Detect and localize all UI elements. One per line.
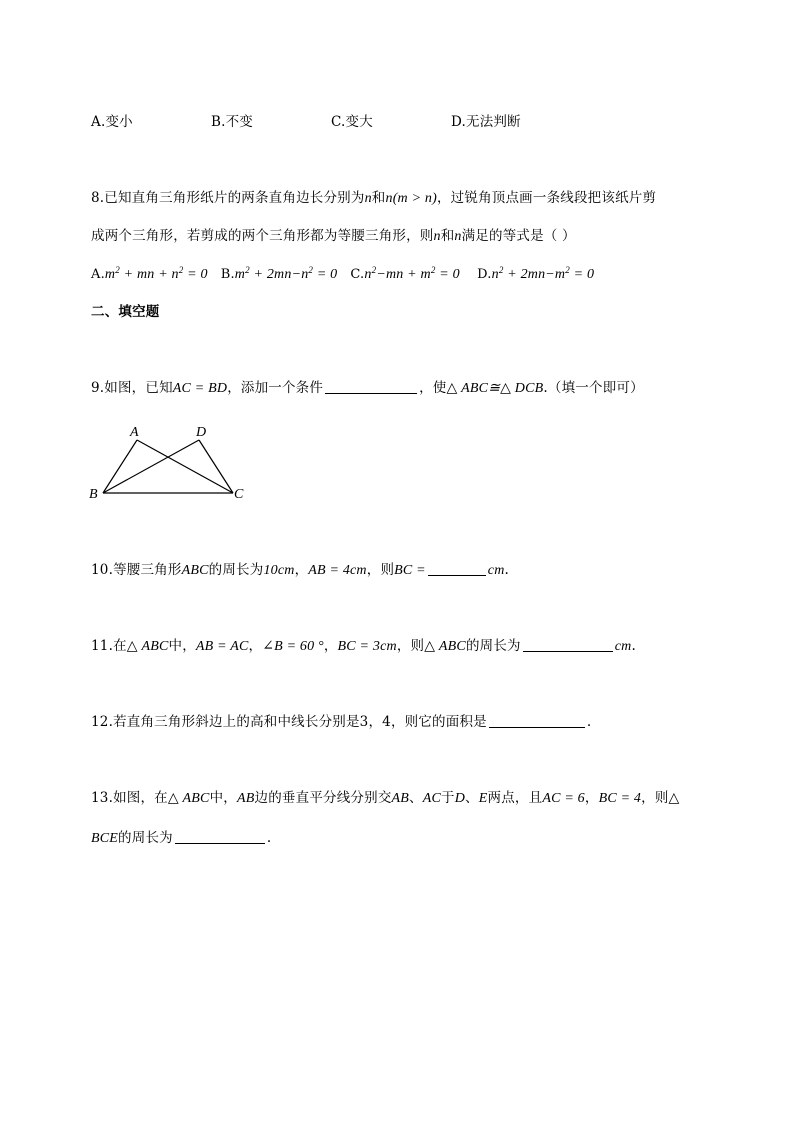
q8-line1: 8.已知直角三角形纸片的两条直角边长分别为n和n(m > n)，过锐角顶点画一条线段把该纸片剪 bbox=[91, 190, 657, 206]
q10-answer-blank[interactable] bbox=[428, 561, 486, 576]
q8-option-d: $D.n^2 + 2mn-m^2 = 0$ bbox=[477, 265, 595, 282]
q7-option-a: A.变小 bbox=[91, 114, 133, 130]
q7-option-c: C.变大 bbox=[331, 114, 373, 130]
q8-option-b: $B.m^2 + 2mn-n^2 = 0$ bbox=[220, 265, 338, 282]
q10-text: 10.等腰三角形ABC的周长为10cm，AB = 4cm，则BC = cm. bbox=[91, 562, 510, 578]
section-title-fill-in: 二、填空题 bbox=[91, 304, 160, 320]
q9-text: 9.如图，已知AC = BD，添加一个条件 ，使△ ABC≅△ DCB.（填一个即可） bbox=[91, 380, 644, 396]
q11-text: 11.在△ ABC中，AB = AC，∠B = 60 °，BC = 3cm，则△ ABC的周长为 cm. bbox=[91, 638, 636, 654]
q8-option-a: $A.m^2$ + mn + $n^2 = 0$ bbox=[91, 265, 208, 282]
q12-answer-blank[interactable] bbox=[489, 713, 585, 728]
q13-answer-blank[interactable] bbox=[175, 829, 265, 844]
q11-answer-blank[interactable] bbox=[523, 637, 613, 652]
q12-text: 12.若直角三角形斜边上的高和中线长分别是3，4，则它的面积是 . bbox=[91, 714, 592, 730]
q7-option-b: B.不变 bbox=[211, 114, 254, 130]
q9-answer-blank[interactable] bbox=[325, 379, 417, 394]
q7-option-d: D.无法判断 bbox=[451, 114, 521, 130]
label-d: D bbox=[196, 425, 207, 440]
label-b: B bbox=[89, 487, 98, 502]
q7-options bbox=[91, 112, 521, 132]
q8-line2: 成两个三角形，若剪成的两个三角形都为等腰三角形，则n和n满足的等式是（ ） bbox=[91, 228, 576, 244]
label-c: C bbox=[234, 487, 244, 502]
q13-line2: BCE的周长为 . bbox=[91, 830, 272, 846]
q8-options bbox=[91, 265, 594, 285]
q8-option-c: $C.n^2-mn + m^2 = 0$ bbox=[350, 265, 460, 282]
q8-math-vars: n bbox=[364, 191, 372, 206]
q13-line1: 13.如图，在△ ABC中，AB边的垂直平分线分别交AB、AC于D、E两点，且AC = 6，BC = 4，则△ bbox=[91, 790, 680, 806]
segment-dc bbox=[199, 440, 233, 493]
segment-ab bbox=[103, 440, 137, 493]
q9-figure bbox=[86, 420, 256, 510]
label-a: A bbox=[130, 425, 139, 440]
